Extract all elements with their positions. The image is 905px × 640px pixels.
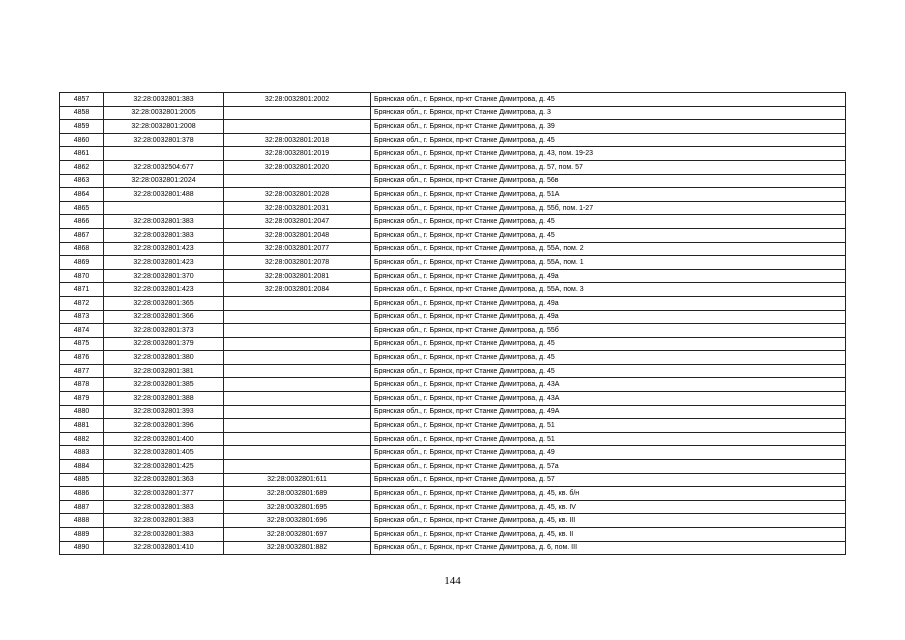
address-cell: Брянская обл., г. Брянск, пр-кт Станке Димитрова, д. 55б, пом. 1-27 [371, 201, 846, 215]
address-cell: Брянская обл., г. Брянск, пр-кт Станке Димитрова, д. 49 [371, 446, 846, 460]
table-row [60, 228, 846, 242]
cadastral-number-cell: 32:28:0032801:2078 [224, 256, 371, 270]
cadastral-parent-cell: 32:28:0032801:396 [104, 419, 224, 433]
row-number-cell: 4865 [60, 201, 104, 215]
address-cell: Брянская обл., г. Брянск, пр-кт Станке Димитрова, д. 56в [371, 174, 846, 188]
table-row [60, 487, 846, 501]
table-row [60, 215, 846, 229]
row-number-cell: 4885 [60, 473, 104, 487]
cadastral-number-cell [224, 432, 371, 446]
row-number-cell: 4875 [60, 337, 104, 351]
cadastral-number-cell [224, 106, 371, 120]
cadastral-parent-cell: 32:28:0032801:383 [104, 528, 224, 542]
cadastral-parent-cell: 32:28:0032801:2008 [104, 120, 224, 134]
cadastral-parent-cell: 32:28:0032801:393 [104, 405, 224, 419]
cadastral-parent-cell: 32:28:0032801:383 [104, 228, 224, 242]
table-row [60, 296, 846, 310]
table-row [60, 269, 846, 283]
cadastral-parent-cell [104, 147, 224, 161]
table-row [60, 378, 846, 392]
cadastral-number-cell [224, 324, 371, 338]
table-row [60, 460, 846, 474]
table-row [60, 106, 846, 120]
address-cell: Брянская обл., г. Брянск, пр-кт Станке Димитрова, д. 49А [371, 405, 846, 419]
cadastral-number-cell: 32:28:0032801:611 [224, 473, 371, 487]
cadastral-number-cell: 32:28:0032801:689 [224, 487, 371, 501]
cadastral-parent-cell: 32:28:0032801:400 [104, 432, 224, 446]
table-row [60, 324, 846, 338]
cadastral-parent-cell: 32:28:0032801:2005 [104, 106, 224, 120]
registry-table [59, 92, 846, 555]
address-cell: Брянская обл., г. Брянск, пр-кт Станке Димитрова, д. 55А, пом. 1 [371, 256, 846, 270]
table-row [60, 93, 846, 107]
cadastral-number-cell [224, 337, 371, 351]
address-cell: Брянская обл., г. Брянск, пр-кт Станке Димитрова, д. 51 [371, 432, 846, 446]
row-number-cell: 4863 [60, 174, 104, 188]
table-row [60, 120, 846, 134]
cadastral-parent-cell: 32:28:0032801:423 [104, 283, 224, 297]
table-row [60, 188, 846, 202]
address-cell: Брянская обл., г. Брянск, пр-кт Станке Димитрова, д. 45 [371, 93, 846, 107]
cadastral-number-cell: 32:28:0032801:2047 [224, 215, 371, 229]
table-row [60, 405, 846, 419]
cadastral-parent-cell: 32:28:0032801:373 [104, 324, 224, 338]
table-row [60, 446, 846, 460]
table-row [60, 364, 846, 378]
row-number-cell: 4858 [60, 106, 104, 120]
row-number-cell: 4860 [60, 133, 104, 147]
registry-table-body [60, 93, 846, 555]
cadastral-parent-cell: 32:28:0032801:366 [104, 310, 224, 324]
table-row [60, 337, 846, 351]
table-row [60, 528, 846, 542]
cadastral-number-cell: 32:28:0032801:2002 [224, 93, 371, 107]
table-row [60, 133, 846, 147]
cadastral-parent-cell: 32:28:0032801:379 [104, 337, 224, 351]
table-row [60, 541, 846, 555]
cadastral-number-cell [224, 296, 371, 310]
row-number-cell: 4889 [60, 528, 104, 542]
row-number-cell: 4859 [60, 120, 104, 134]
address-cell: Брянская обл., г. Брянск, пр-кт Станке Димитрова, д. 45 [371, 228, 846, 242]
address-cell: Брянская обл., г. Брянск, пр-кт Станке Димитрова, д. 45 [371, 364, 846, 378]
cadastral-parent-cell: 32:28:0032801:380 [104, 351, 224, 365]
address-cell: Брянская обл., г. Брянск, пр-кт Станке Димитрова, д. 49а [371, 310, 846, 324]
cadastral-number-cell [224, 405, 371, 419]
table-row [60, 473, 846, 487]
table-row [60, 419, 846, 433]
address-cell: Брянская обл., г. Брянск, пр-кт Станке Димитрова, д. 45 [371, 133, 846, 147]
cadastral-parent-cell: 32:28:0032504:677 [104, 160, 224, 174]
table-row [60, 432, 846, 446]
row-number-cell: 4883 [60, 446, 104, 460]
cadastral-number-cell: 32:28:0032801:696 [224, 514, 371, 528]
address-cell: Брянская обл., г. Брянск, пр-кт Станке Димитрова, д. 6, пом. III [371, 541, 846, 555]
row-number-cell: 4873 [60, 310, 104, 324]
cadastral-number-cell: 32:28:0032801:697 [224, 528, 371, 542]
table-row [60, 174, 846, 188]
cadastral-parent-cell: 32:28:0032801:385 [104, 378, 224, 392]
row-number-cell: 4866 [60, 215, 104, 229]
address-cell: Брянская обл., г. Брянск, пр-кт Станке Димитрова, д. 43А [371, 392, 846, 406]
table-row [60, 514, 846, 528]
row-number-cell: 4869 [60, 256, 104, 270]
table-row [60, 242, 846, 256]
cadastral-parent-cell: 32:28:0032801:423 [104, 256, 224, 270]
row-number-cell: 4876 [60, 351, 104, 365]
cadastral-parent-cell: 32:28:0032801:378 [104, 133, 224, 147]
cadastral-number-cell: 32:28:0032801:695 [224, 500, 371, 514]
address-cell: Брянская обл., г. Брянск, пр-кт Станке Димитрова, д. 55б [371, 324, 846, 338]
cadastral-parent-cell: 32:28:0032801:365 [104, 296, 224, 310]
table-row [60, 147, 846, 161]
cadastral-number-cell: 32:28:0032801:2031 [224, 201, 371, 215]
row-number-cell: 4874 [60, 324, 104, 338]
cadastral-number-cell [224, 460, 371, 474]
row-number-cell: 4864 [60, 188, 104, 202]
address-cell: Брянская обл., г. Брянск, пр-кт Станке Димитрова, д. 51А [371, 188, 846, 202]
address-cell: Брянская обл., г. Брянск, пр-кт Станке Димитрова, д. 45 [371, 215, 846, 229]
address-cell: Брянская обл., г. Брянск, пр-кт Станке Димитрова, д. 39 [371, 120, 846, 134]
row-number-cell: 4881 [60, 419, 104, 433]
row-number-cell: 4880 [60, 405, 104, 419]
row-number-cell: 4870 [60, 269, 104, 283]
address-cell: Брянская обл., г. Брянск, пр-кт Станке Димитрова, д. 45, кв. б/н [371, 487, 846, 501]
address-cell: Брянская обл., г. Брянск, пр-кт Станке Димитрова, д. 49а [371, 269, 846, 283]
cadastral-parent-cell: 32:28:0032801:405 [104, 446, 224, 460]
address-cell: Брянская обл., г. Брянск, пр-кт Станке Димитрова, д. 57 [371, 473, 846, 487]
table-row [60, 500, 846, 514]
row-number-cell: 4884 [60, 460, 104, 474]
row-number-cell: 4878 [60, 378, 104, 392]
cadastral-number-cell [224, 120, 371, 134]
table-row [60, 283, 846, 297]
cadastral-number-cell: 32:28:0032801:2028 [224, 188, 371, 202]
row-number-cell: 4862 [60, 160, 104, 174]
row-number-cell: 4867 [60, 228, 104, 242]
table-row [60, 160, 846, 174]
page-number: 144 [444, 575, 461, 587]
cadastral-number-cell [224, 351, 371, 365]
address-cell: Брянская обл., г. Брянск, пр-кт Станке Димитрова, д. 45 [371, 337, 846, 351]
address-cell: Брянская обл., г. Брянск, пр-кт Станке Димитрова, д. 57а [371, 460, 846, 474]
address-cell: Брянская обл., г. Брянск, пр-кт Станке Димитрова, д. 51 [371, 419, 846, 433]
cadastral-parent-cell: 32:28:0032801:363 [104, 473, 224, 487]
address-cell: Брянская обл., г. Брянск, пр-кт Станке Димитрова, д. 45, кв. IV [371, 500, 846, 514]
cadastral-number-cell [224, 174, 371, 188]
cadastral-number-cell [224, 378, 371, 392]
address-cell: Брянская обл., г. Брянск, пр-кт Станке Димитрова, д. 45 [371, 351, 846, 365]
table-row [60, 392, 846, 406]
cadastral-parent-cell: 32:28:0032801:410 [104, 541, 224, 555]
cadastral-parent-cell [104, 201, 224, 215]
cadastral-parent-cell: 32:28:0032801:383 [104, 514, 224, 528]
cadastral-parent-cell: 32:28:0032801:383 [104, 500, 224, 514]
address-cell: Брянская обл., г. Брянск, пр-кт Станке Димитрова, д. 55А, пом. 2 [371, 242, 846, 256]
row-number-cell: 4871 [60, 283, 104, 297]
cadastral-number-cell: 32:28:0032801:2020 [224, 160, 371, 174]
cadastral-number-cell: 32:28:0032801:2018 [224, 133, 371, 147]
cadastral-number-cell [224, 392, 371, 406]
address-cell: Брянская обл., г. Брянск, пр-кт Станке Димитрова, д. 43А [371, 378, 846, 392]
address-cell: Брянская обл., г. Брянск, пр-кт Станке Димитрова, д. 55А, пом. 3 [371, 283, 846, 297]
table-row [60, 201, 846, 215]
address-cell: Брянская обл., г. Брянск, пр-кт Станке Димитрова, д. 3 [371, 106, 846, 120]
row-number-cell: 4886 [60, 487, 104, 501]
cadastral-number-cell: 32:28:0032801:2048 [224, 228, 371, 242]
cadastral-parent-cell: 32:28:0032801:383 [104, 215, 224, 229]
row-number-cell: 4872 [60, 296, 104, 310]
row-number-cell: 4879 [60, 392, 104, 406]
cadastral-number-cell: 32:28:0032801:2084 [224, 283, 371, 297]
row-number-cell: 4887 [60, 500, 104, 514]
row-number-cell: 4861 [60, 147, 104, 161]
cadastral-parent-cell: 32:28:0032801:377 [104, 487, 224, 501]
cadastral-number-cell [224, 310, 371, 324]
address-cell: Брянская обл., г. Брянск, пр-кт Станке Димитрова, д. 57, пом. 57 [371, 160, 846, 174]
cadastral-number-cell: 32:28:0032801:2019 [224, 147, 371, 161]
table-row [60, 256, 846, 270]
cadastral-parent-cell: 32:28:0032801:425 [104, 460, 224, 474]
cadastral-parent-cell: 32:28:0032801:2024 [104, 174, 224, 188]
row-number-cell: 4877 [60, 364, 104, 378]
cadastral-parent-cell: 32:28:0032801:381 [104, 364, 224, 378]
cadastral-parent-cell: 32:28:0032801:488 [104, 188, 224, 202]
table-row [60, 310, 846, 324]
address-cell: Брянская обл., г. Брянск, пр-кт Станке Димитрова, д. 49а [371, 296, 846, 310]
row-number-cell: 4890 [60, 541, 104, 555]
cadastral-number-cell [224, 419, 371, 433]
cadastral-number-cell: 32:28:0032801:2077 [224, 242, 371, 256]
table-row [60, 351, 846, 365]
cadastral-number-cell [224, 446, 371, 460]
cadastral-number-cell [224, 364, 371, 378]
row-number-cell: 4868 [60, 242, 104, 256]
cadastral-parent-cell: 32:28:0032801:383 [104, 93, 224, 107]
cadastral-parent-cell: 32:28:0032801:423 [104, 242, 224, 256]
cadastral-parent-cell: 32:28:0032801:388 [104, 392, 224, 406]
row-number-cell: 4888 [60, 514, 104, 528]
address-cell: Брянская обл., г. Брянск, пр-кт Станке Димитрова, д. 45, кв. III [371, 514, 846, 528]
cadastral-parent-cell: 32:28:0032801:370 [104, 269, 224, 283]
address-cell: Брянская обл., г. Брянск, пр-кт Станке Димитрова, д. 43, пом. 19-23 [371, 147, 846, 161]
cadastral-number-cell: 32:28:0032801:882 [224, 541, 371, 555]
row-number-cell: 4882 [60, 432, 104, 446]
address-cell: Брянская обл., г. Брянск, пр-кт Станке Димитрова, д. 45, кв. II [371, 528, 846, 542]
row-number-cell: 4857 [60, 93, 104, 107]
cadastral-number-cell: 32:28:0032801:2081 [224, 269, 371, 283]
